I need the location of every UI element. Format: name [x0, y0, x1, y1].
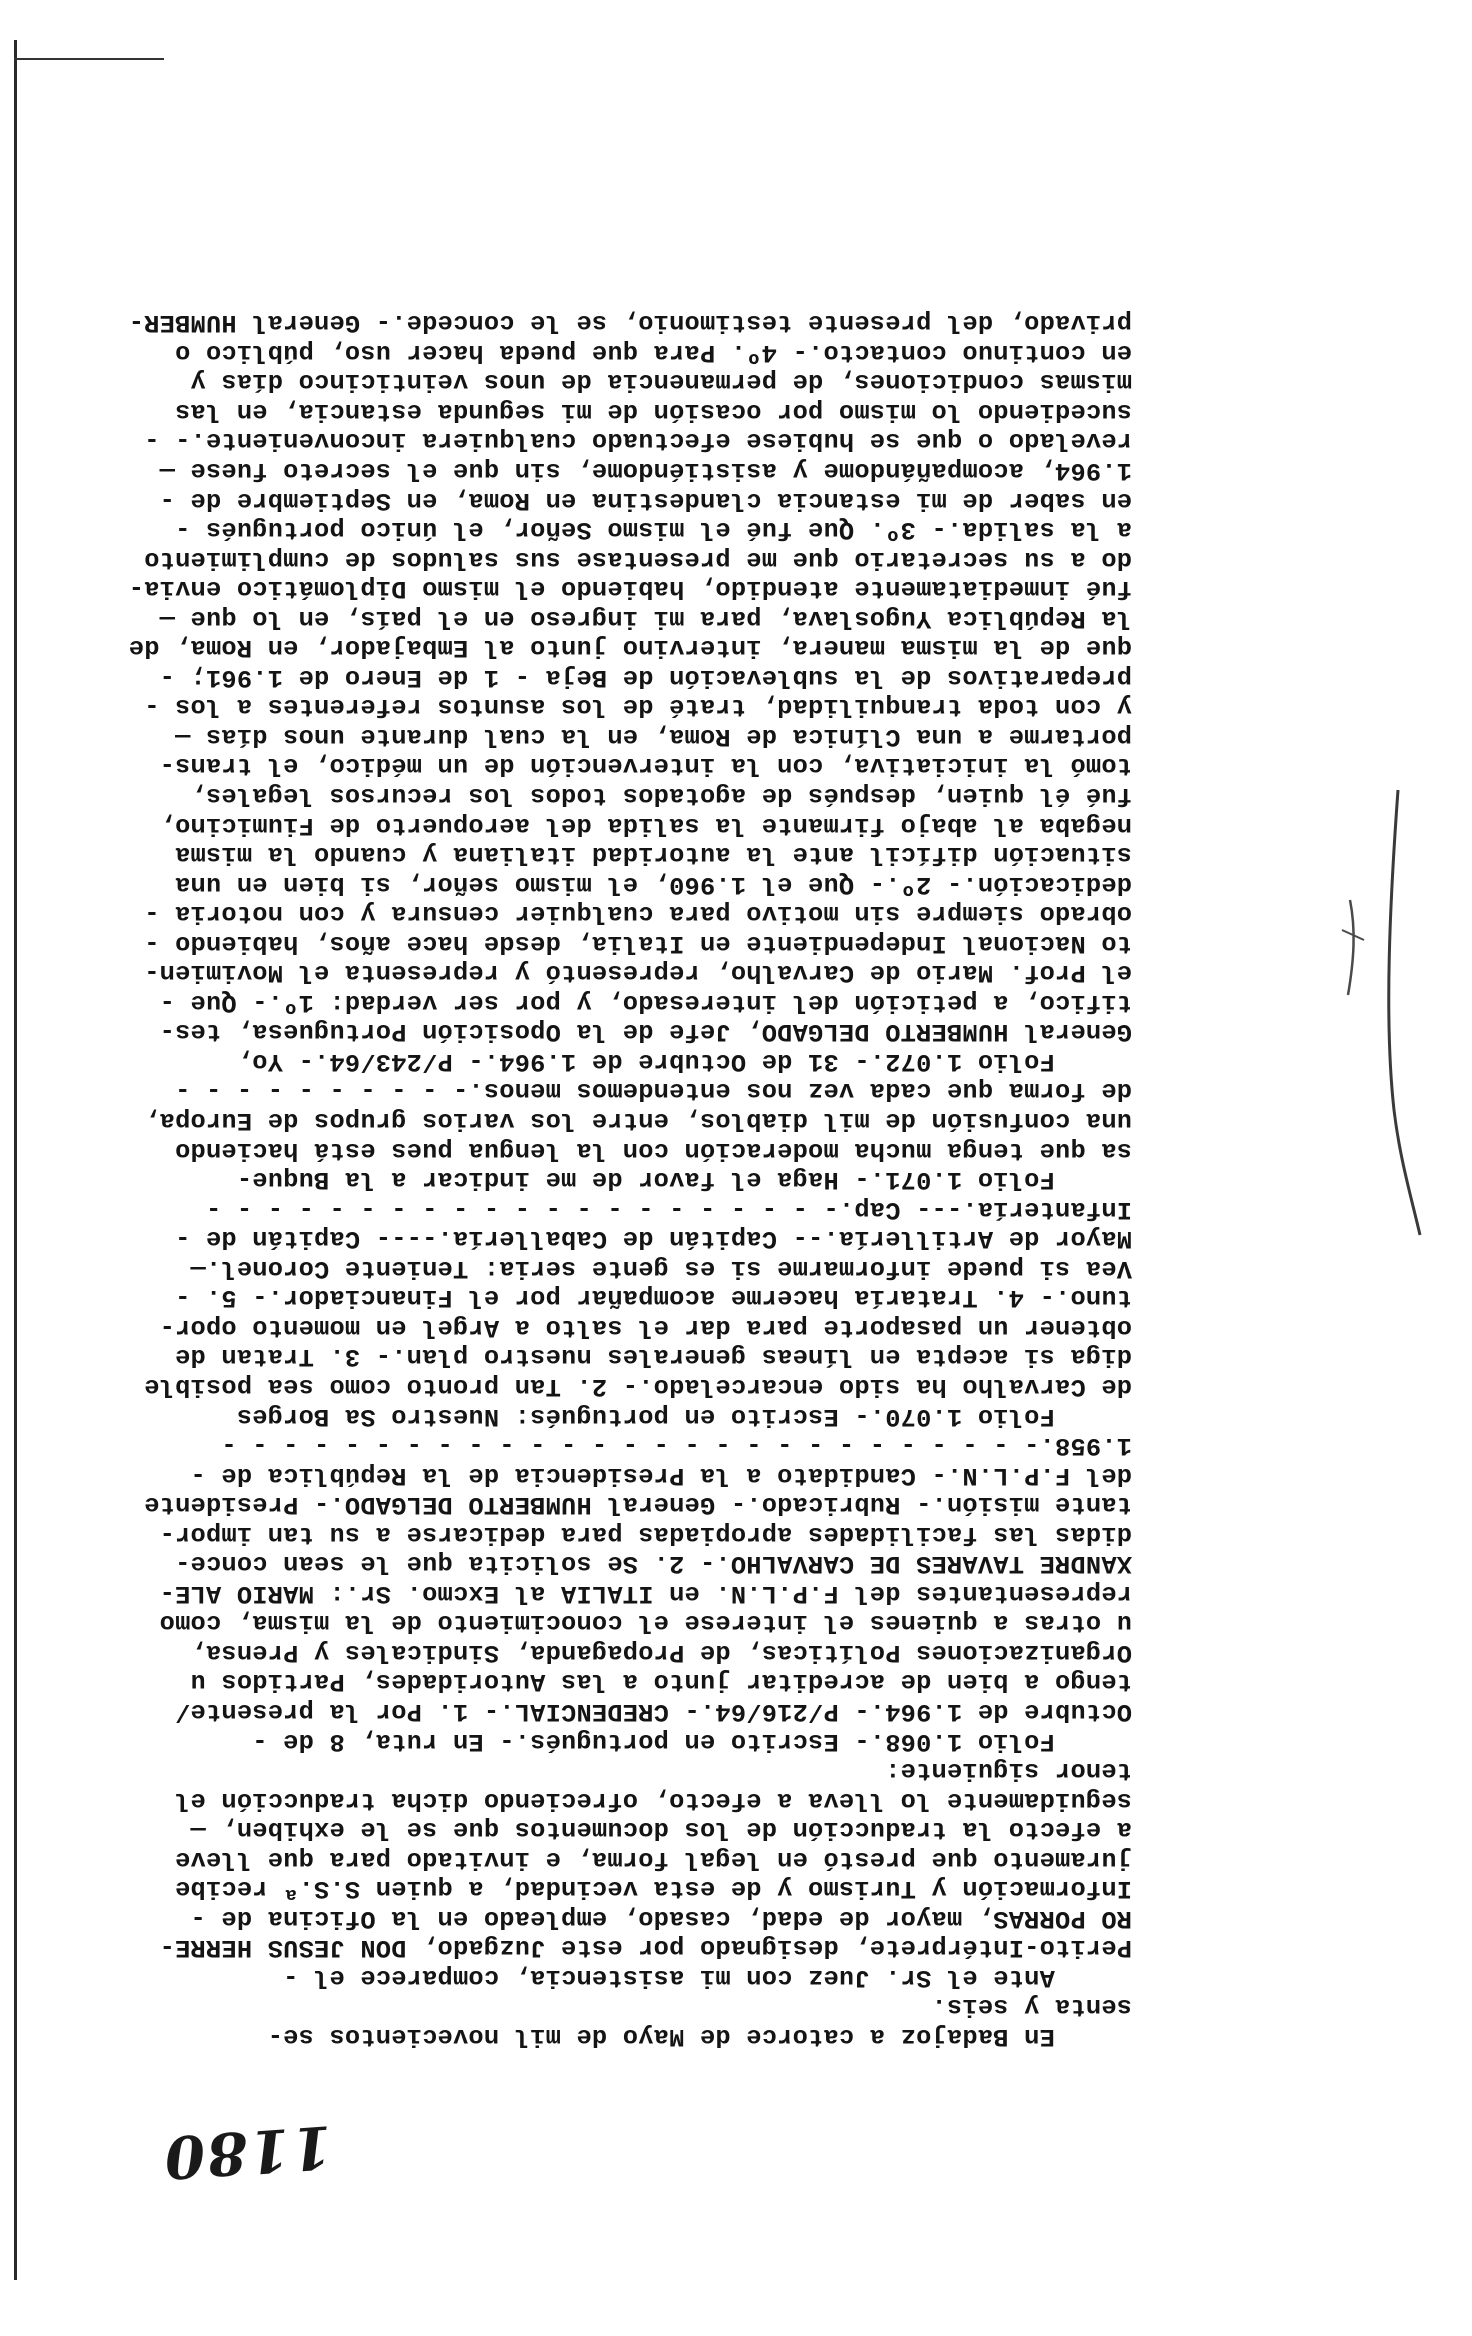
typed-line: Perito-Intérprete, designado por este Juzgado, DON JESUS HERRE-: [159, 1933, 1132, 1963]
typed-line: revelado o que se hubiese efectuado cualquiera inconveniente.- -: [144, 426, 1132, 456]
typed-line: to Nacional Independiente en Italia, desde hace años, habiendo -: [144, 928, 1132, 958]
typed-line: RO PORRAS, mayor de edad, casado, empleado en la Oficina de -: [190, 1903, 1132, 1933]
typed-line: Infantería.--- Cap.- - - - - - - - - - - - - - - - - - - - -: [205, 1194, 1132, 1224]
typed-line: sa que tenga mucha moderación con la lengua pues está haciendo: [174, 1135, 1132, 1165]
typed-line: obtener un pasaporte para dar el salto a Argel en momento opor-: [159, 1312, 1132, 1342]
typed-line: sucediendo lo mismo por ocasión de mi segunda estancia, en las: [174, 396, 1132, 426]
typed-line: tifico, a petición del interesado, y por ser verdad: 1º.- Que -: [159, 987, 1132, 1017]
typed-line: diga si acepta en líneas generales nuestro plan.- 3. Tratan de: [174, 1342, 1132, 1372]
typed-line: juramento que prestó en legal forma, e invitado para que lleve: [174, 1844, 1132, 1874]
typed-line: a efecto la traducción de los documentos que se le exhiben, —: [190, 1815, 1132, 1845]
typed-line: negaba al abajo firmante la salida del aeropuerto de Fiumicino,: [159, 810, 1132, 840]
typed-line: obrado siempre sin motivo para cualquier censura y con notoria -: [144, 899, 1132, 929]
typed-line: tenor siguiente:: [885, 1756, 1132, 1786]
typed-line: Mayor de Artillería.-- Capitán de Caballería.---- Capitán de -: [174, 1224, 1132, 1254]
typed-line: representantes del F.P.L.N. en ITALIA al Excmo. Sr.: MARIO ALE-: [159, 1578, 1132, 1608]
handwritten-folio-number: 1180: [160, 2112, 335, 2192]
typed-line: dedicación.- 2º.- Que el 1.960, el mismo señor, si bien en una: [174, 869, 1132, 899]
typed-line: Folio 1.068.- Escrito en portugués.- En ruta, 8 de -: [252, 1726, 1132, 1756]
typed-line: portarme a una Clínica de Roma, en la cual durante unos días —: [174, 721, 1132, 751]
typed-line: XANDRE TAVARES DE CARVALHO.- 2. Se solicita que le sean conce-: [174, 1549, 1132, 1579]
typed-line: Folio 1.071.- Haga el favor de me indicar a la Buque-: [236, 1165, 1132, 1195]
typed-line: tengo a bien de acreditar junto a las Autoridades, Partidos u: [190, 1667, 1132, 1697]
typed-line: de Carvalho ha sido encarcelado.- 2. Tan pronto como sea posible: [144, 1371, 1132, 1401]
typed-line: y con toda tranquilidad, traté de los asuntos referentes a los -: [144, 692, 1132, 722]
typed-line: la República Yugoslava, para mi ingreso en el país, en lo que —: [159, 603, 1132, 633]
typed-line: que de la misma manera, intervino junto al Embajador, en Roma, de: [128, 633, 1132, 663]
typed-line: a la salida.- 3º. Que fué el mismo Señor, el único portugués -: [174, 515, 1132, 545]
typed-text-block: [27, 308, 1132, 2051]
typed-line: General HUMBERTO DELGADO, Jefe de la Oposición Portuguesa, tes-: [159, 1017, 1132, 1047]
typed-line: en saber de mi estancia clandestina en Roma, en Septiembre de -: [159, 485, 1132, 515]
typed-line: de forma que cada vez nos entendemos menos.- - - - - - - - - -: [174, 1076, 1132, 1106]
typed-line: situación difícil ante la autoridad italiana y cuando la misma: [174, 840, 1132, 870]
typed-line: en continuo contacto.- 4º. Para que pueda hacer uso, público o: [174, 337, 1132, 367]
typed-line: senta y seis.: [931, 1992, 1132, 2022]
typed-line: Organizaciones Políticas, de Propaganda, Sindicales y Prensa,: [190, 1637, 1132, 1667]
typed-line: Ante el Sr. Juez con mi asistencia, comparece el -: [282, 1962, 1132, 1992]
typed-line: una confusión de mil diablos, entre los varios grupos de Europa,: [144, 1106, 1132, 1136]
typed-line: do a su secretario que me presentase sus saludos de cumplimiento: [144, 544, 1132, 574]
typed-line: del F.P.L.N.- Candidato a la Presidencia de la República de -: [190, 1460, 1132, 1490]
typed-line: 1.964, acompañándome y asistiéndome, sin que el secreto fuese —: [159, 456, 1132, 486]
typed-line: 1.958.- - - - - - - - - - - - - - - - - - - - - - - - - - -: [221, 1431, 1132, 1461]
typed-line: preparativos de la sublevación de Beja - 1 de Enero de 1.961; -: [159, 662, 1132, 692]
typed-line: privado, del presente testimonio, se le concede.- General HUMBER-: [128, 308, 1132, 338]
typed-line: seguidamente lo lleva a efecto, ofreciendo dicha traducción el: [174, 1785, 1132, 1815]
typed-line: Folio 1.072.- 31 de Octubre de 1.964.- P/243/64.- Yo,: [236, 1046, 1132, 1076]
typed-line: didas las facilidades apropiadas para dedicarse a su tan impor-: [159, 1519, 1132, 1549]
typed-line: el Prof. Mario de Carvalho, representó y representa el Movimien-: [144, 958, 1132, 988]
typed-line: fué él quien, después de agotados todos los recursos legales,: [190, 781, 1132, 811]
typed-line: fué inmediatamente atendido, habiendo el mismo Diplomático envia-: [128, 574, 1132, 604]
typed-line: u otras a quienes el interese el conocimiento de la misma, como: [159, 1608, 1132, 1638]
typed-line: tuno.- 4. Trataría hacerme acompañar por el Financiador.- 5. -: [174, 1283, 1132, 1313]
typed-line: Vea si puede informarme si es gente seria: Teniente Coronel.—: [190, 1253, 1132, 1283]
typed-line: Octubre de 1.964.- P/216/64.- CREDENCIAL.- 1. Por la presente/: [174, 1696, 1132, 1726]
typed-line: tante misión.- Rubricado.- General HUMBERTO DELGADO.- Presidente: [144, 1490, 1132, 1520]
typed-line: mismas condiciones, de permanencia de unos veinticinco días y: [190, 367, 1132, 397]
typed-line: Folio 1.070.- Escrito en portugués: Nuestro Sa Borges: [236, 1401, 1132, 1431]
typed-line: tomó la iniciativa, con la intervención de un médico, el trans-: [159, 751, 1132, 781]
typed-line: Información y Turismo y de esta vecindad, a quien S.S.ª recibe: [174, 1874, 1132, 1904]
typed-line: En Badajoz a catorce de Mayo de mil novecientos se-: [267, 2022, 1132, 2051]
